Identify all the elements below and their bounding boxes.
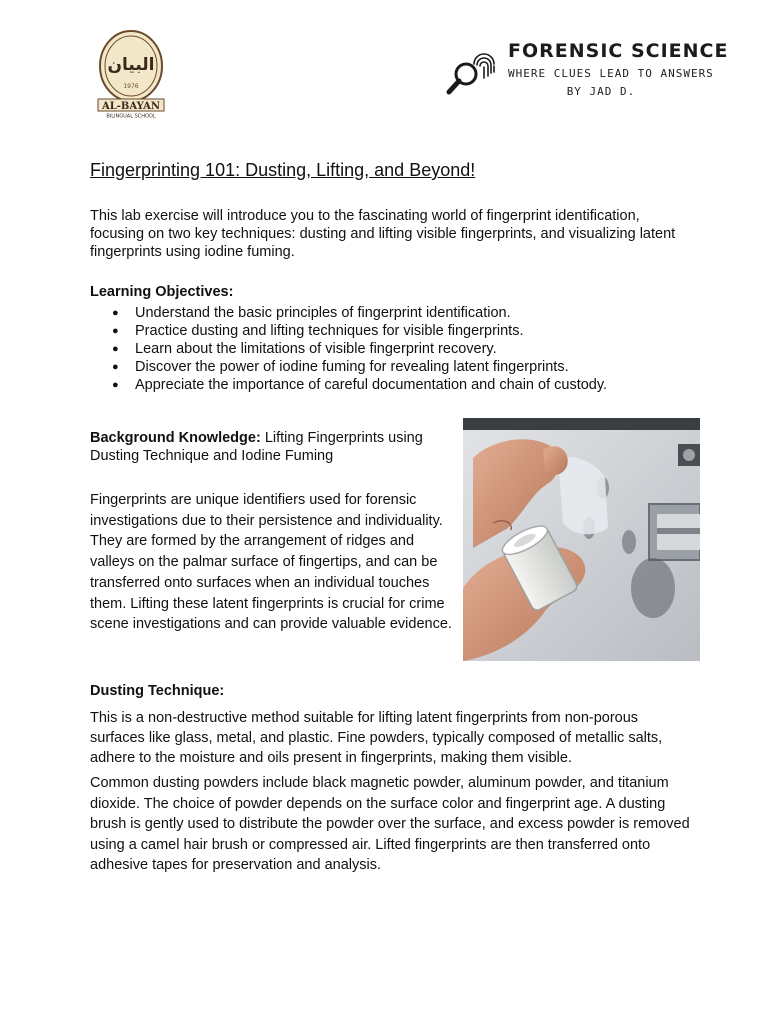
brand-author: BY JAD D.: [566, 85, 636, 98]
dusting-heading: Dusting Technique:: [90, 683, 225, 699]
logo-arabic-text: البيان: [107, 55, 155, 75]
logo-school-subtitle: BILINGUAL SCHOOL: [106, 113, 156, 120]
logo-year: 1976: [123, 83, 139, 90]
list-item: ● Learn about the limitations of visible fingerprint recovery.: [90, 340, 690, 358]
background-paragraph: Fingerprints are unique identifiers used for forensic investigations due to their persistence and individuality. They are formed by the arrangement of ridges and valleys on the palmar surface of fingertips, and can be transferred onto surfaces when an individual touches them. Lifting these latent fingerprints is crucial for crime scene investigations and can provide valuable evidence.: [90, 492, 452, 633]
list-item: ● Discover the power of iodine fuming for revealing latent fingerprints.: [90, 358, 690, 376]
logo-school-name: AL-BAYAN: [101, 101, 161, 112]
fingerprint-lifting-photo: [463, 418, 700, 661]
dusting-paragraph-1: This is a non-destructive method suitable for lifting latent fingerprints from non-porous surfaces like glass, metal, and plastic. Fine powders, typically composed of metallic salts, adhere to the moisture and oils present in fingerprints, making them visible.: [90, 710, 663, 766]
magnifier-fingerprint-icon: [444, 42, 498, 96]
brand-tagline: WHERE CLUES LEAD TO ANSWERS: [508, 67, 714, 80]
background-label: Background Knowledge:: [90, 430, 261, 446]
list-item: ● Practice dusting and lifting techniques for visible fingerprints.: [90, 322, 690, 340]
learning-objectives-list: [90, 304, 690, 394]
list-item: ● Appreciate the importance of careful documentation and chain of custody.: [90, 376, 690, 394]
background-heading: [90, 429, 450, 465]
brand-title: FORENSIC SCIENCE: [508, 40, 729, 62]
learning-objectives-heading: Learning Objectives:: [90, 284, 234, 300]
school-logo: [96, 28, 166, 120]
page-title: Fingerprinting 101: Dusting, Lifting, and Beyond!: [90, 160, 476, 180]
intro-paragraph: This lab exercise will introduce you to the fascinating world of fingerprint identification, focusing on two key techniques: dusting and lifting visible fingerprints, and visualizing latent fingerprints using iodine fuming.: [90, 208, 676, 260]
background-subtitle: Lifting Fingerprints using Dusting Technique and Iodine Fuming: [90, 430, 423, 464]
dusting-paragraph-2: Common dusting powders include black magnetic powder, aluminum powder, and titanium dioxide. The choice of powder depends on the surface color and fingerprint age. A dusting brush is gently used to distribute the powder over the surface, and excess powder is removed using a camel hair brush or compressed air. Lifted fingerprints are then transferred onto adhesive tapes for preservation and analysis.: [90, 775, 690, 873]
list-item: ● Understand the basic principles of fingerprint identification.: [90, 304, 690, 322]
